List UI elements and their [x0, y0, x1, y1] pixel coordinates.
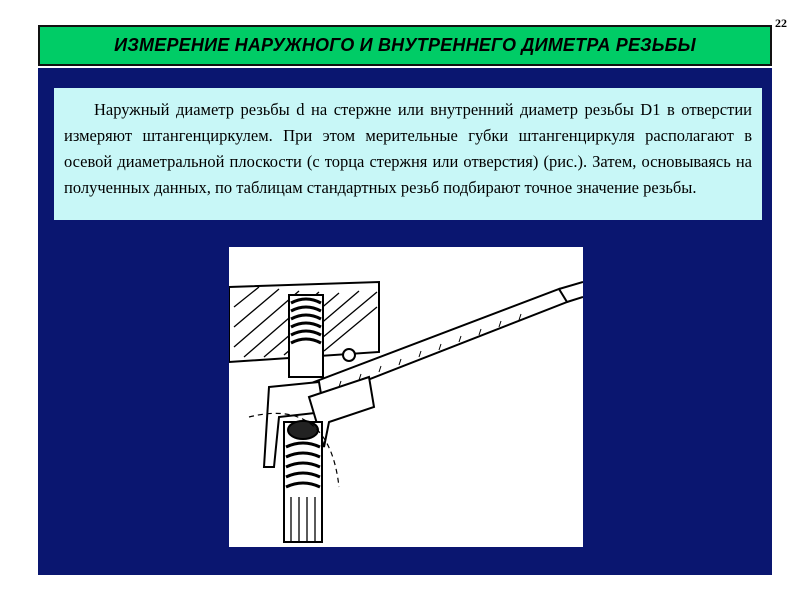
slide-number: 22 — [775, 16, 787, 30]
page-title: ИЗМЕРЕНИЕ НАРУЖНОГО И ВНУТРЕННЕГО ДИМЕТРА РЕЗЬБЫ — [114, 35, 696, 55]
description-paragraph: Наружный диаметр резьбы d на стержне или внутренний диаметр резьбы D1 в отверстии измеряют штангенциркулем. При этом мерительные губки штангенциркуля располагают в осевой диаметральной плоскости (с торца стержня или отверстия) (рис.). Затем, основываясь на полученных данных, по таблицам стандартных резьб подбирают точное значение резьбы. — [64, 100, 752, 197]
title-bar — [38, 25, 772, 66]
text-box — [54, 88, 762, 220]
caliper-illustration — [229, 247, 583, 547]
caliper-drawing — [229, 247, 583, 547]
